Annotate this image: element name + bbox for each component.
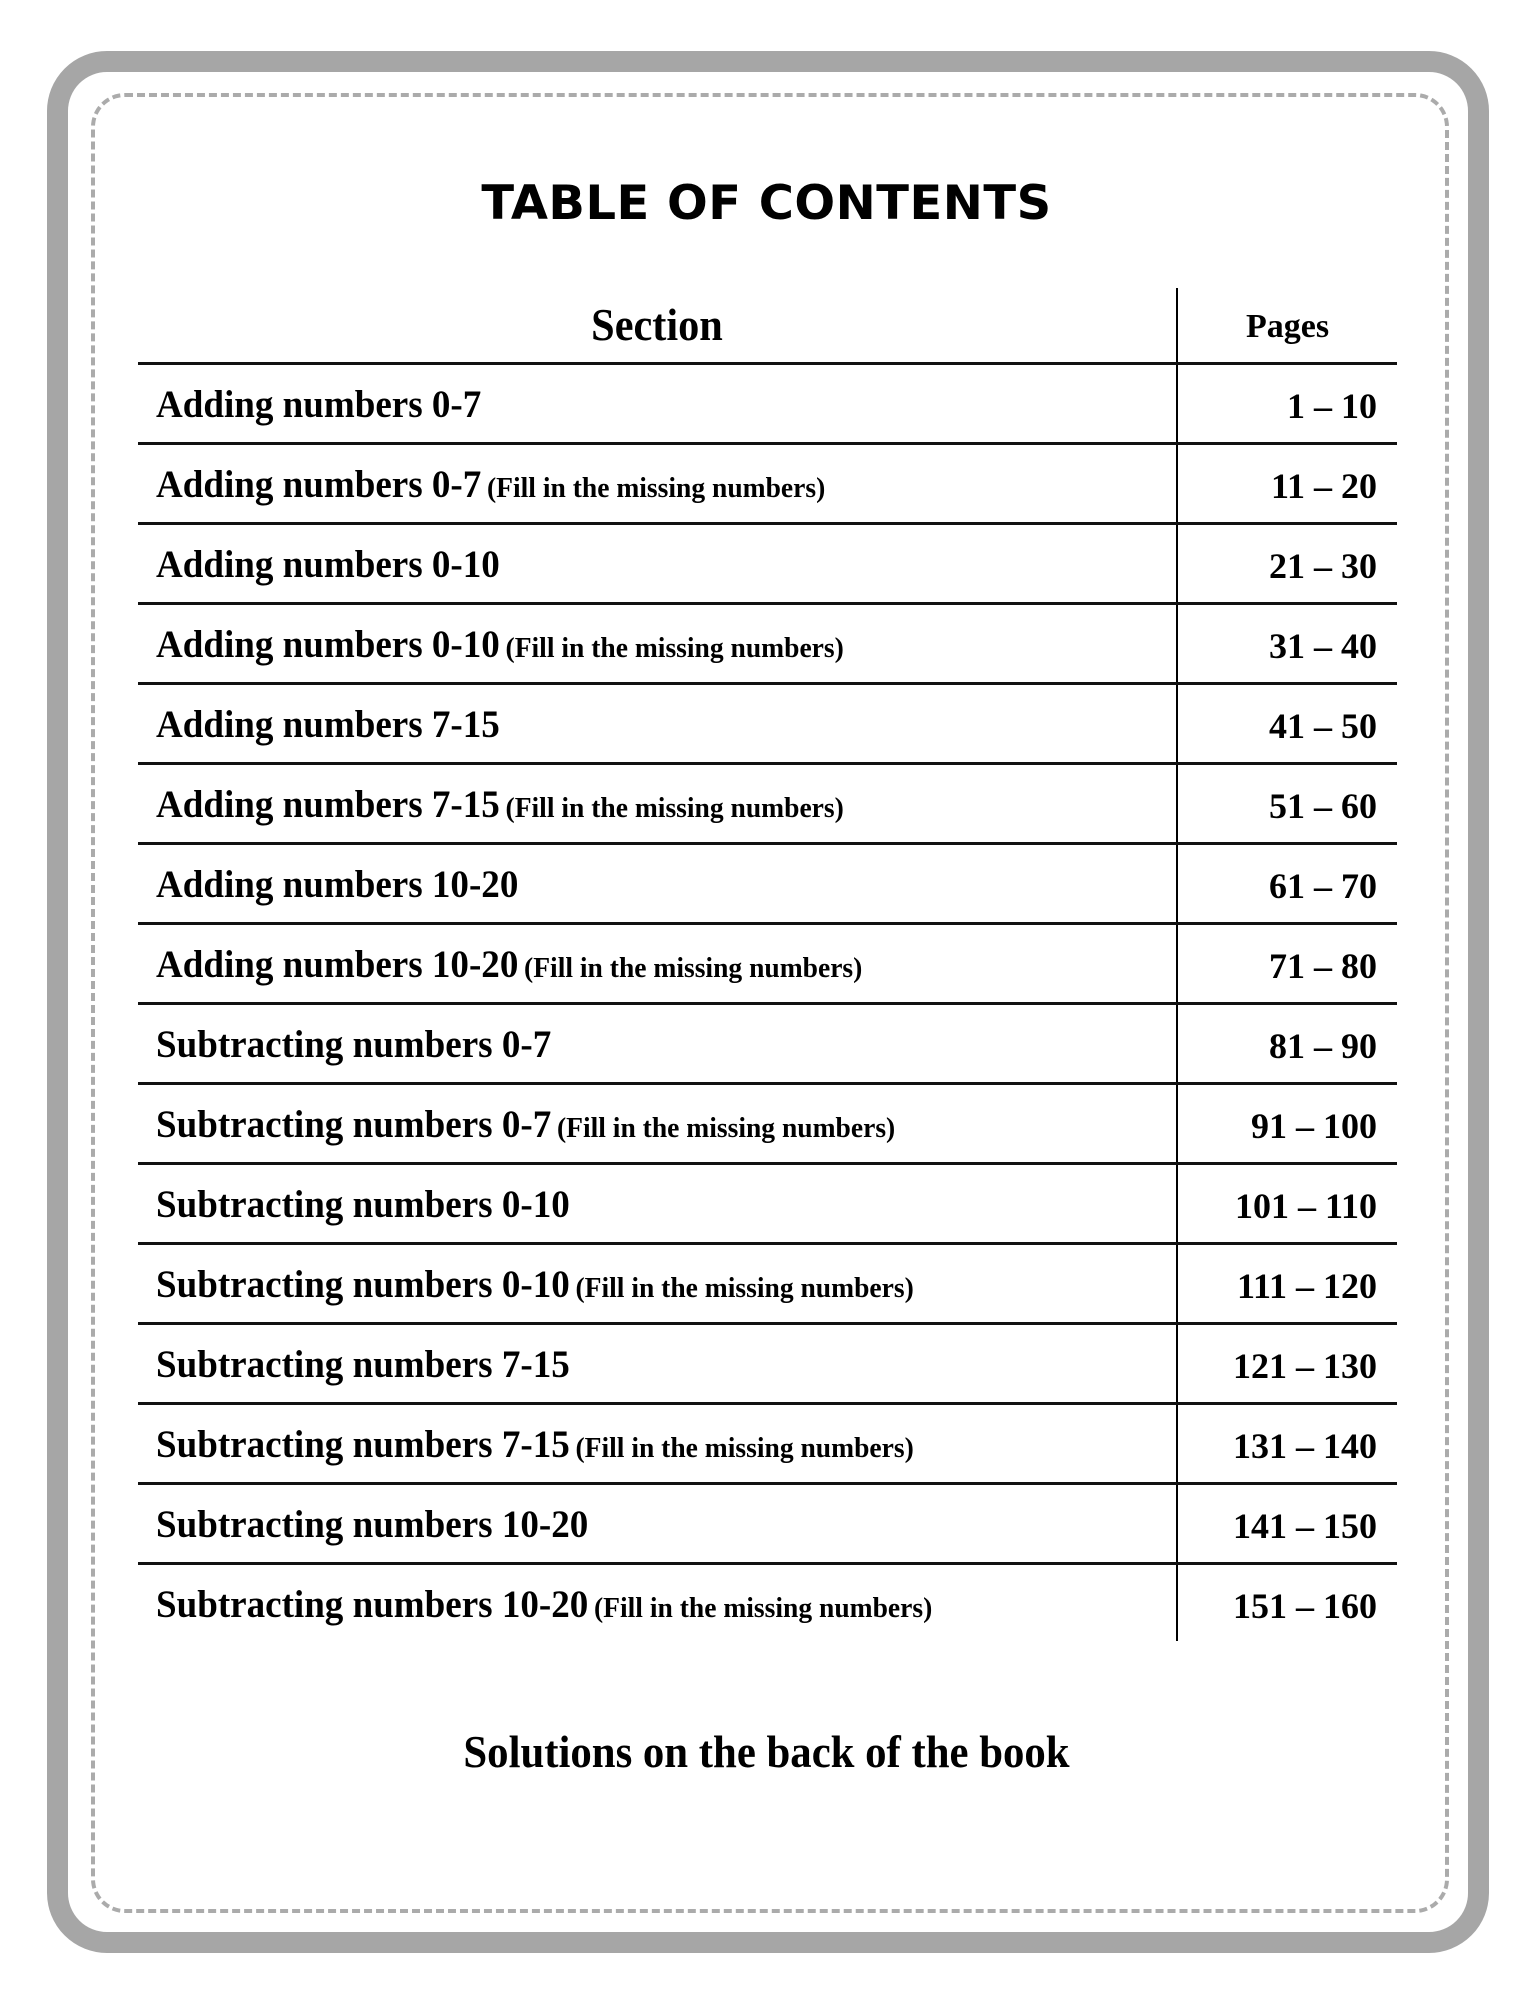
header-section: Section <box>591 299 723 350</box>
section-note: (Fill in the missing numbers) <box>505 792 844 824</box>
page-range: 71 – 80 <box>1269 946 1377 986</box>
section-label: Adding numbers 7-15 <box>156 703 500 746</box>
section-note: (Fill in the missing numbers) <box>575 1272 914 1304</box>
solutions-note: Solutions on the back of the book <box>463 1726 1070 1777</box>
section-note: (Fill in the missing numbers) <box>524 952 863 984</box>
section-label: Adding numbers 10-20 <box>156 943 519 986</box>
section-label: Subtracting numbers 0-10 <box>156 1183 570 1226</box>
table-row <box>138 845 1397 925</box>
table-row <box>138 925 1397 1005</box>
table-row <box>138 1245 1397 1325</box>
section-title <box>156 622 844 667</box>
table-row <box>138 365 1397 445</box>
section-note: (Fill in the missing numbers) <box>556 1112 896 1144</box>
section-title <box>156 1102 895 1147</box>
section-title <box>156 1182 575 1227</box>
page-range: 121 – 130 <box>1233 1346 1377 1386</box>
section-title <box>156 1262 914 1307</box>
table-row <box>138 605 1397 685</box>
table-row <box>138 1485 1397 1565</box>
section-title <box>156 462 825 507</box>
page-range: 131 – 140 <box>1233 1426 1377 1466</box>
section-label: Subtracting numbers 0-7 <box>156 1103 552 1146</box>
page-range: 101 – 110 <box>1234 1186 1377 1226</box>
section-label: Adding numbers 0-10 <box>156 623 500 666</box>
section-label: Adding numbers 10-20 <box>156 863 519 906</box>
section-label: Adding numbers 0-10 <box>156 543 500 586</box>
section-title <box>156 1022 557 1067</box>
section-label: Subtracting numbers 0-10 <box>156 1263 570 1306</box>
section-title <box>156 1582 932 1627</box>
page-range: 111 – 120 <box>1236 1266 1377 1306</box>
section-title <box>156 382 487 427</box>
section-title <box>156 1342 575 1387</box>
section-title <box>156 862 524 907</box>
table-row <box>138 1085 1397 1165</box>
contents-table <box>138 288 1397 1642</box>
page-range: 51 – 60 <box>1269 786 1377 826</box>
page-range: 151 – 160 <box>1233 1586 1377 1626</box>
section-note: (Fill in the missing numbers) <box>593 1592 933 1624</box>
table-row <box>138 685 1397 765</box>
page-title: TABLE OF CONTENTS <box>481 176 1052 231</box>
section-title <box>156 942 862 987</box>
table-row <box>138 1165 1397 1245</box>
section-label: Subtracting numbers 10-20 <box>156 1583 589 1626</box>
section-label: Adding numbers 0-7 <box>156 383 482 426</box>
section-label: Subtracting numbers 7-15 <box>156 1423 570 1466</box>
header-pages: Pages <box>1245 308 1330 345</box>
page-range: 21 – 30 <box>1269 546 1377 586</box>
table-row <box>138 1565 1397 1642</box>
page-range: 81 – 90 <box>1269 1026 1377 1066</box>
table-row <box>138 525 1397 605</box>
table-row <box>138 1325 1397 1405</box>
section-title <box>156 542 506 587</box>
section-title <box>156 782 844 827</box>
page-range: 11 – 20 <box>1270 466 1377 506</box>
page-range: 91 – 100 <box>1251 1106 1377 1146</box>
section-label: Adding numbers 7-15 <box>156 783 500 826</box>
section-title <box>156 1502 594 1547</box>
section-note: (Fill in the missing numbers) <box>487 472 826 504</box>
page-range: 141 – 150 <box>1233 1506 1377 1546</box>
page-range: 31 – 40 <box>1269 626 1377 666</box>
table-row <box>138 1005 1397 1085</box>
section-label: Subtracting numbers 7-15 <box>156 1343 570 1386</box>
table-row <box>138 765 1397 845</box>
section-title <box>156 1422 914 1467</box>
section-label: Subtracting numbers 0-7 <box>156 1023 552 1066</box>
table-row <box>138 445 1397 525</box>
table-header <box>138 288 1397 365</box>
section-label: Adding numbers 0-7 <box>156 463 482 506</box>
section-label: Subtracting numbers 10-20 <box>156 1503 589 1546</box>
section-note: (Fill in the missing numbers) <box>505 632 844 664</box>
section-title <box>156 702 506 747</box>
page-range: 41 – 50 <box>1269 706 1377 746</box>
page-range: 61 – 70 <box>1269 866 1377 906</box>
table-row <box>138 1405 1397 1485</box>
section-note: (Fill in the missing numbers) <box>575 1432 914 1464</box>
page-range: 1 – 10 <box>1287 386 1377 426</box>
